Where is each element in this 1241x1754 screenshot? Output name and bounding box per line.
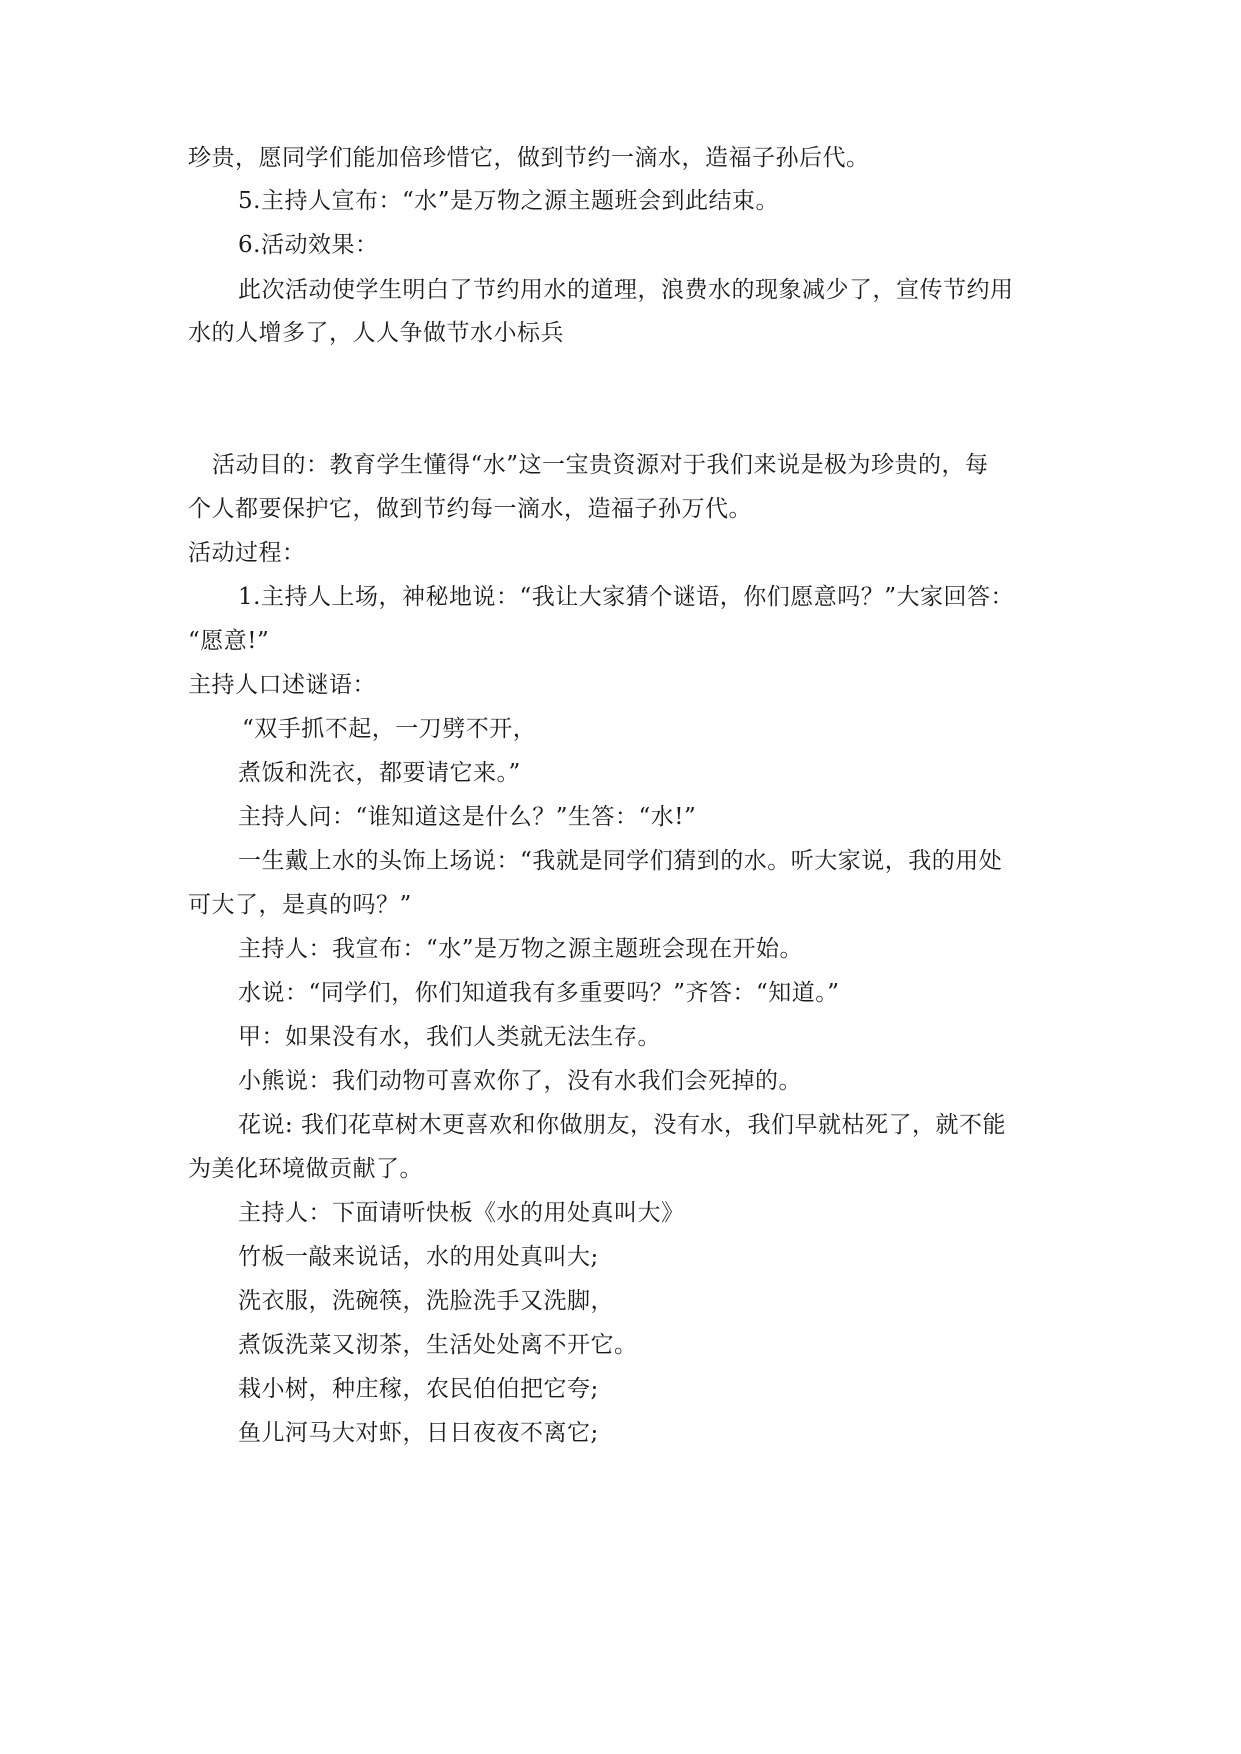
text-line: 煮饭洗菜又沏茶，生活处处离不开它。 (238, 1332, 638, 1358)
text-line: 6.活动效果： (238, 232, 379, 258)
text-line: 活动目的：教育学生懂得“水”这一宝贵资源对于我们来说是极为珍贵的，每 (212, 452, 989, 478)
text-line: “双手抓不起，一刀劈不开， (242, 716, 537, 742)
text-line: 煮饭和洗衣，都要请它来。” (238, 760, 521, 786)
text-line: 1.主持人上场，神秘地说：“我让大家猜个谜语，你们愿意吗？”大家回答： (238, 584, 1014, 610)
text-line: “愿意!” (188, 628, 270, 654)
text-line: 主持人问：“谁知道这是什么？”生答：“水!” (238, 804, 697, 830)
text-line: 小熊说：我们动物可喜欢你了，没有水我们会死掉的。 (238, 1068, 802, 1094)
text-line: 鱼儿河马大对虾，日日夜夜不离它; (238, 1420, 599, 1446)
text-line: 洗衣服，洗碗筷，洗脸洗手又洗脚， (238, 1288, 614, 1314)
text-line: 水的人增多了，人人争做节水小标兵 (188, 320, 564, 346)
text-line: 主持人：下面请听快板《水的用处真叫大》 (238, 1200, 685, 1226)
text-line: 活动过程： (188, 540, 306, 566)
text-line: 珍贵，愿同学们能加倍珍惜它，做到节约一滴水，造福子孙后代。 (188, 145, 870, 171)
text-line: 甲：如果没有水，我们人类就无法生存。 (238, 1024, 661, 1050)
text-line: 可大了，是真的吗？” (188, 892, 412, 918)
text-line: 竹板一敲来说话，水的用处真叫大; (238, 1244, 599, 1270)
text-line: 5.主持人宣布：“水”是万物之源主题班会到此结束。 (238, 188, 779, 214)
text-line: 栽小树，种庄稼，农民伯伯把它夸; (238, 1376, 599, 1402)
text-line: 此次活动使学生明白了节约用水的道理，浪费水的现象减少了，宣传节约用 (238, 277, 1014, 303)
text-line: 一生戴上水的头饰上场说：“我就是同学们猜到的水。听大家说，我的用处 (238, 848, 1003, 874)
text-line: 花说: 我们花草树木更喜欢和你做朋友，没有水，我们早就枯死了，就不能 (238, 1112, 1007, 1138)
text-line: 个人都要保护它，做到节约每一滴水，造福子孙万代。 (188, 496, 752, 522)
text-line: 主持人：我宣布：“水”是万物之源主题班会现在开始。 (238, 936, 804, 962)
text-line: 水说：“同学们，你们知道我有多重要吗？”齐答：“知道。” (238, 980, 840, 1006)
text-line: 主持人口述谜语： (188, 672, 376, 698)
text-line: 为美化环境做贡献了。 (188, 1156, 423, 1182)
